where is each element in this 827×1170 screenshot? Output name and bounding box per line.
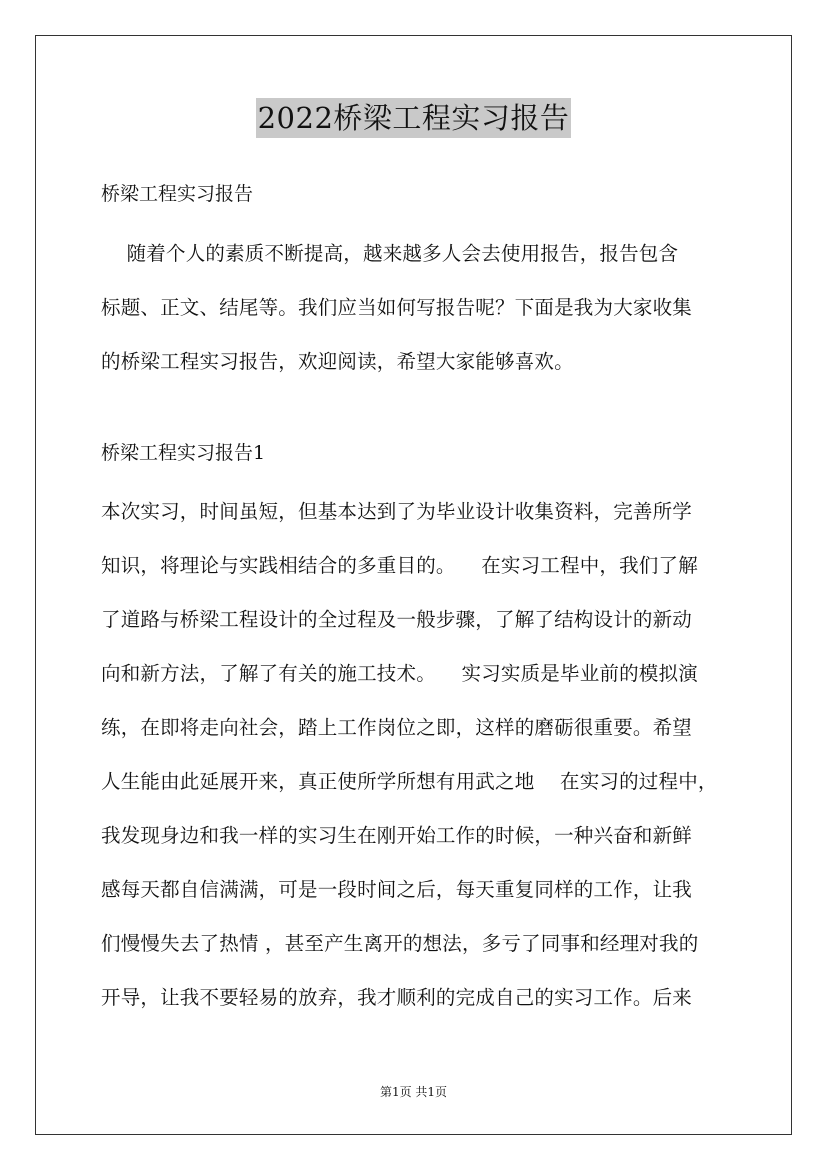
subtitle: 桥梁工程实习报告 — [101, 183, 254, 205]
intro-line: 标题、正文、结尾等。我们应当如何写报告呢？下面是我为大家收集 — [101, 296, 693, 319]
intro-line: 的桥梁工程实习报告，欢迎阅读，希望大家能够喜欢。 — [101, 350, 574, 373]
body-line: 开导，让我不要轻易的放弃，我才顺利的完成自己的实习工作。后来 — [101, 986, 693, 1009]
intro-line: 随着个人的素质不断提高，越来越多人会去使用报告，报告包含 — [101, 242, 679, 265]
section-heading: 桥梁工程实习报告1 — [101, 442, 266, 464]
document-title: 2022桥梁工程实习报告 — [256, 98, 572, 138]
body-line: 练，在即将走向社会，踏上工作岗位之即，这样的磨砺很重要。希望 — [101, 716, 693, 739]
body-line: 本次实习，时间虽短，但基本达到了为毕业设计收集资料，完善所学 — [101, 500, 693, 523]
body-line: 知识，将理论与实践相结合的多重目的。 在实习工程中，我们了解 — [101, 554, 698, 577]
body-line: 人生能由此延展开来，真正使所学所想有用武之地 在实习的过程中， — [101, 770, 718, 793]
body-line: 们慢慢失去了热情 ，甚至产生离开的想法，多亏了同事和经理对我的 — [101, 932, 699, 955]
body-line: 向和新方法，了解了有关的施工技术。 实习实质是毕业前的模拟演 — [101, 662, 698, 685]
document-body — [101, 174, 741, 1025]
body-line: 了道路与桥梁工程设计的全过程及一般步骤，了解了结构设计的新动 — [101, 608, 693, 631]
body-line: 感每天都自信满满，可是一段时间之后，每天重复同样的工作，让我 — [101, 878, 693, 901]
body-line: 我发现身边和我一样的实习生在刚开始工作的时候，一种兴奋和新鲜 — [101, 824, 693, 847]
title-container — [0, 98, 827, 138]
page-footer: 第1页 共1页 — [379, 1085, 448, 1099]
